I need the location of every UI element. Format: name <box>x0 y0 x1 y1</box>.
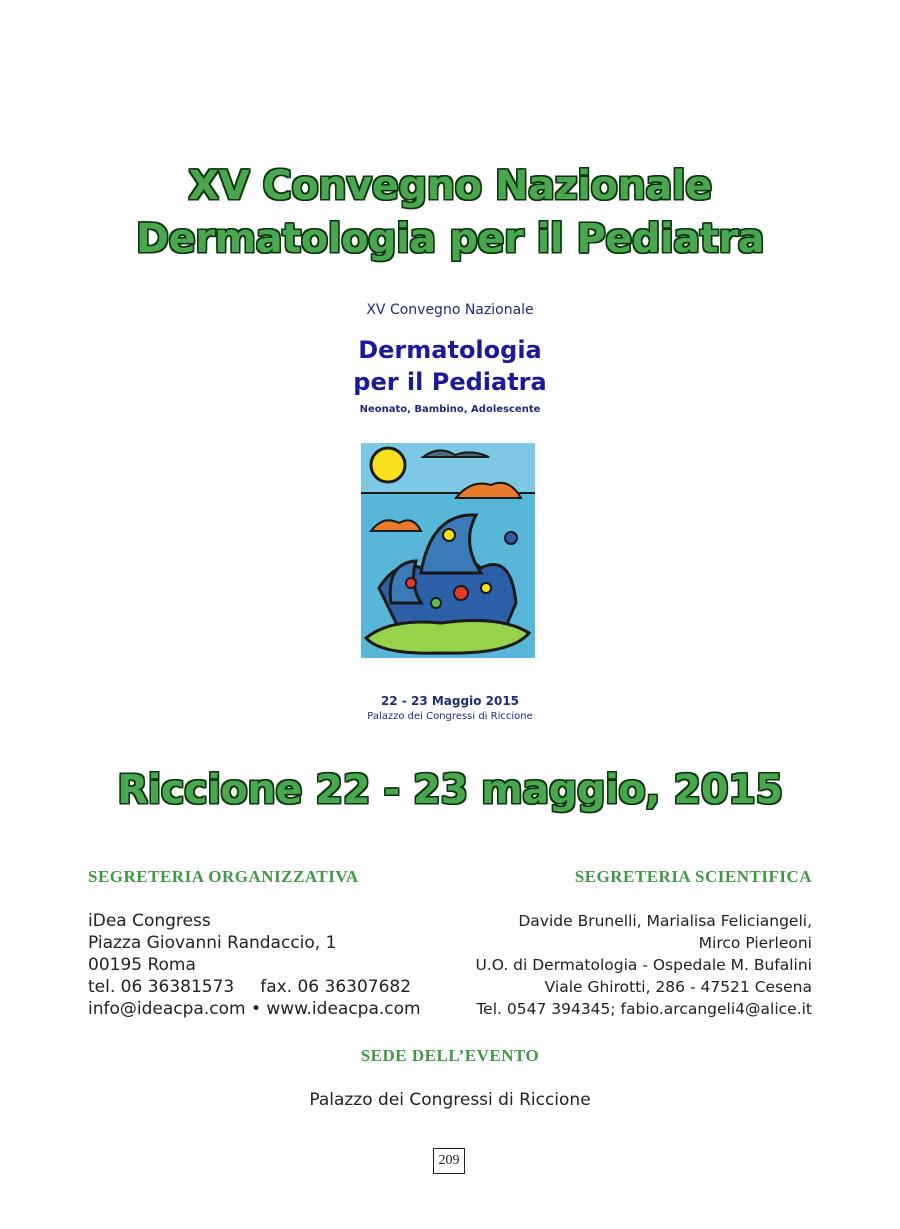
org-tel: tel. 06 36381573 <box>88 977 235 997</box>
sci-line1: Davide Brunelli, Marialisa Feliciangeli, <box>518 912 812 930</box>
poster-subtitle: XV Convegno Nazionale <box>366 302 534 318</box>
sci-line5: Tel. 0547 394345; fabio.arcangeli4@alice.it <box>476 1000 812 1018</box>
org-name: iDea Congress <box>88 911 211 931</box>
event-date-title: Riccione 22 - 23 maggio, 2015 <box>117 767 783 813</box>
poster-title-line2: per il Pediatra <box>353 368 547 396</box>
org-fax: fax. 06 36307682 <box>260 977 412 997</box>
org-phone-row <box>88 976 421 998</box>
page-title-line2: Dermatologia per il Pediatra <box>135 216 765 262</box>
poster-tagline: Neonato, Bambino, Adolescente <box>359 404 541 415</box>
poster-title-line1: Dermatologia <box>358 336 542 364</box>
sci-line4: Viale Ghirotti, 286 - 47521 Cesena <box>544 978 812 996</box>
organizational-info <box>88 910 421 1020</box>
organizational-heading: SEGRETERIA ORGANIZZATIVA <box>88 867 359 886</box>
poster-date: 22 - 23 Maggio 2015 <box>380 694 520 708</box>
poster-painting <box>361 443 535 658</box>
org-city: 00195 Roma <box>88 955 196 975</box>
org-address: Piazza Giovanni Randaccio, 1 <box>88 933 337 953</box>
venue-text: Palazzo dei Congressi di Riccione <box>309 1090 591 1110</box>
page-number: 209 <box>433 1148 465 1174</box>
venue-heading: SEDE DELL’EVENTO <box>360 1046 540 1065</box>
sci-line3: U.O. di Dermatologia - Ospedale M. Bufalini <box>475 956 812 974</box>
page-title-line1: XV Convegno Nazionale <box>188 163 712 209</box>
org-web: info@ideacpa.com • www.ideacpa.com <box>88 999 421 1019</box>
scientific-heading: SEGRETERIA SCIENTIFICA <box>574 867 812 886</box>
sci-line2: Mirco Pierleoni <box>698 934 812 952</box>
poster-venue: Palazzo dei Congressi di Riccione <box>367 711 533 722</box>
scientific-info <box>475 910 812 1020</box>
